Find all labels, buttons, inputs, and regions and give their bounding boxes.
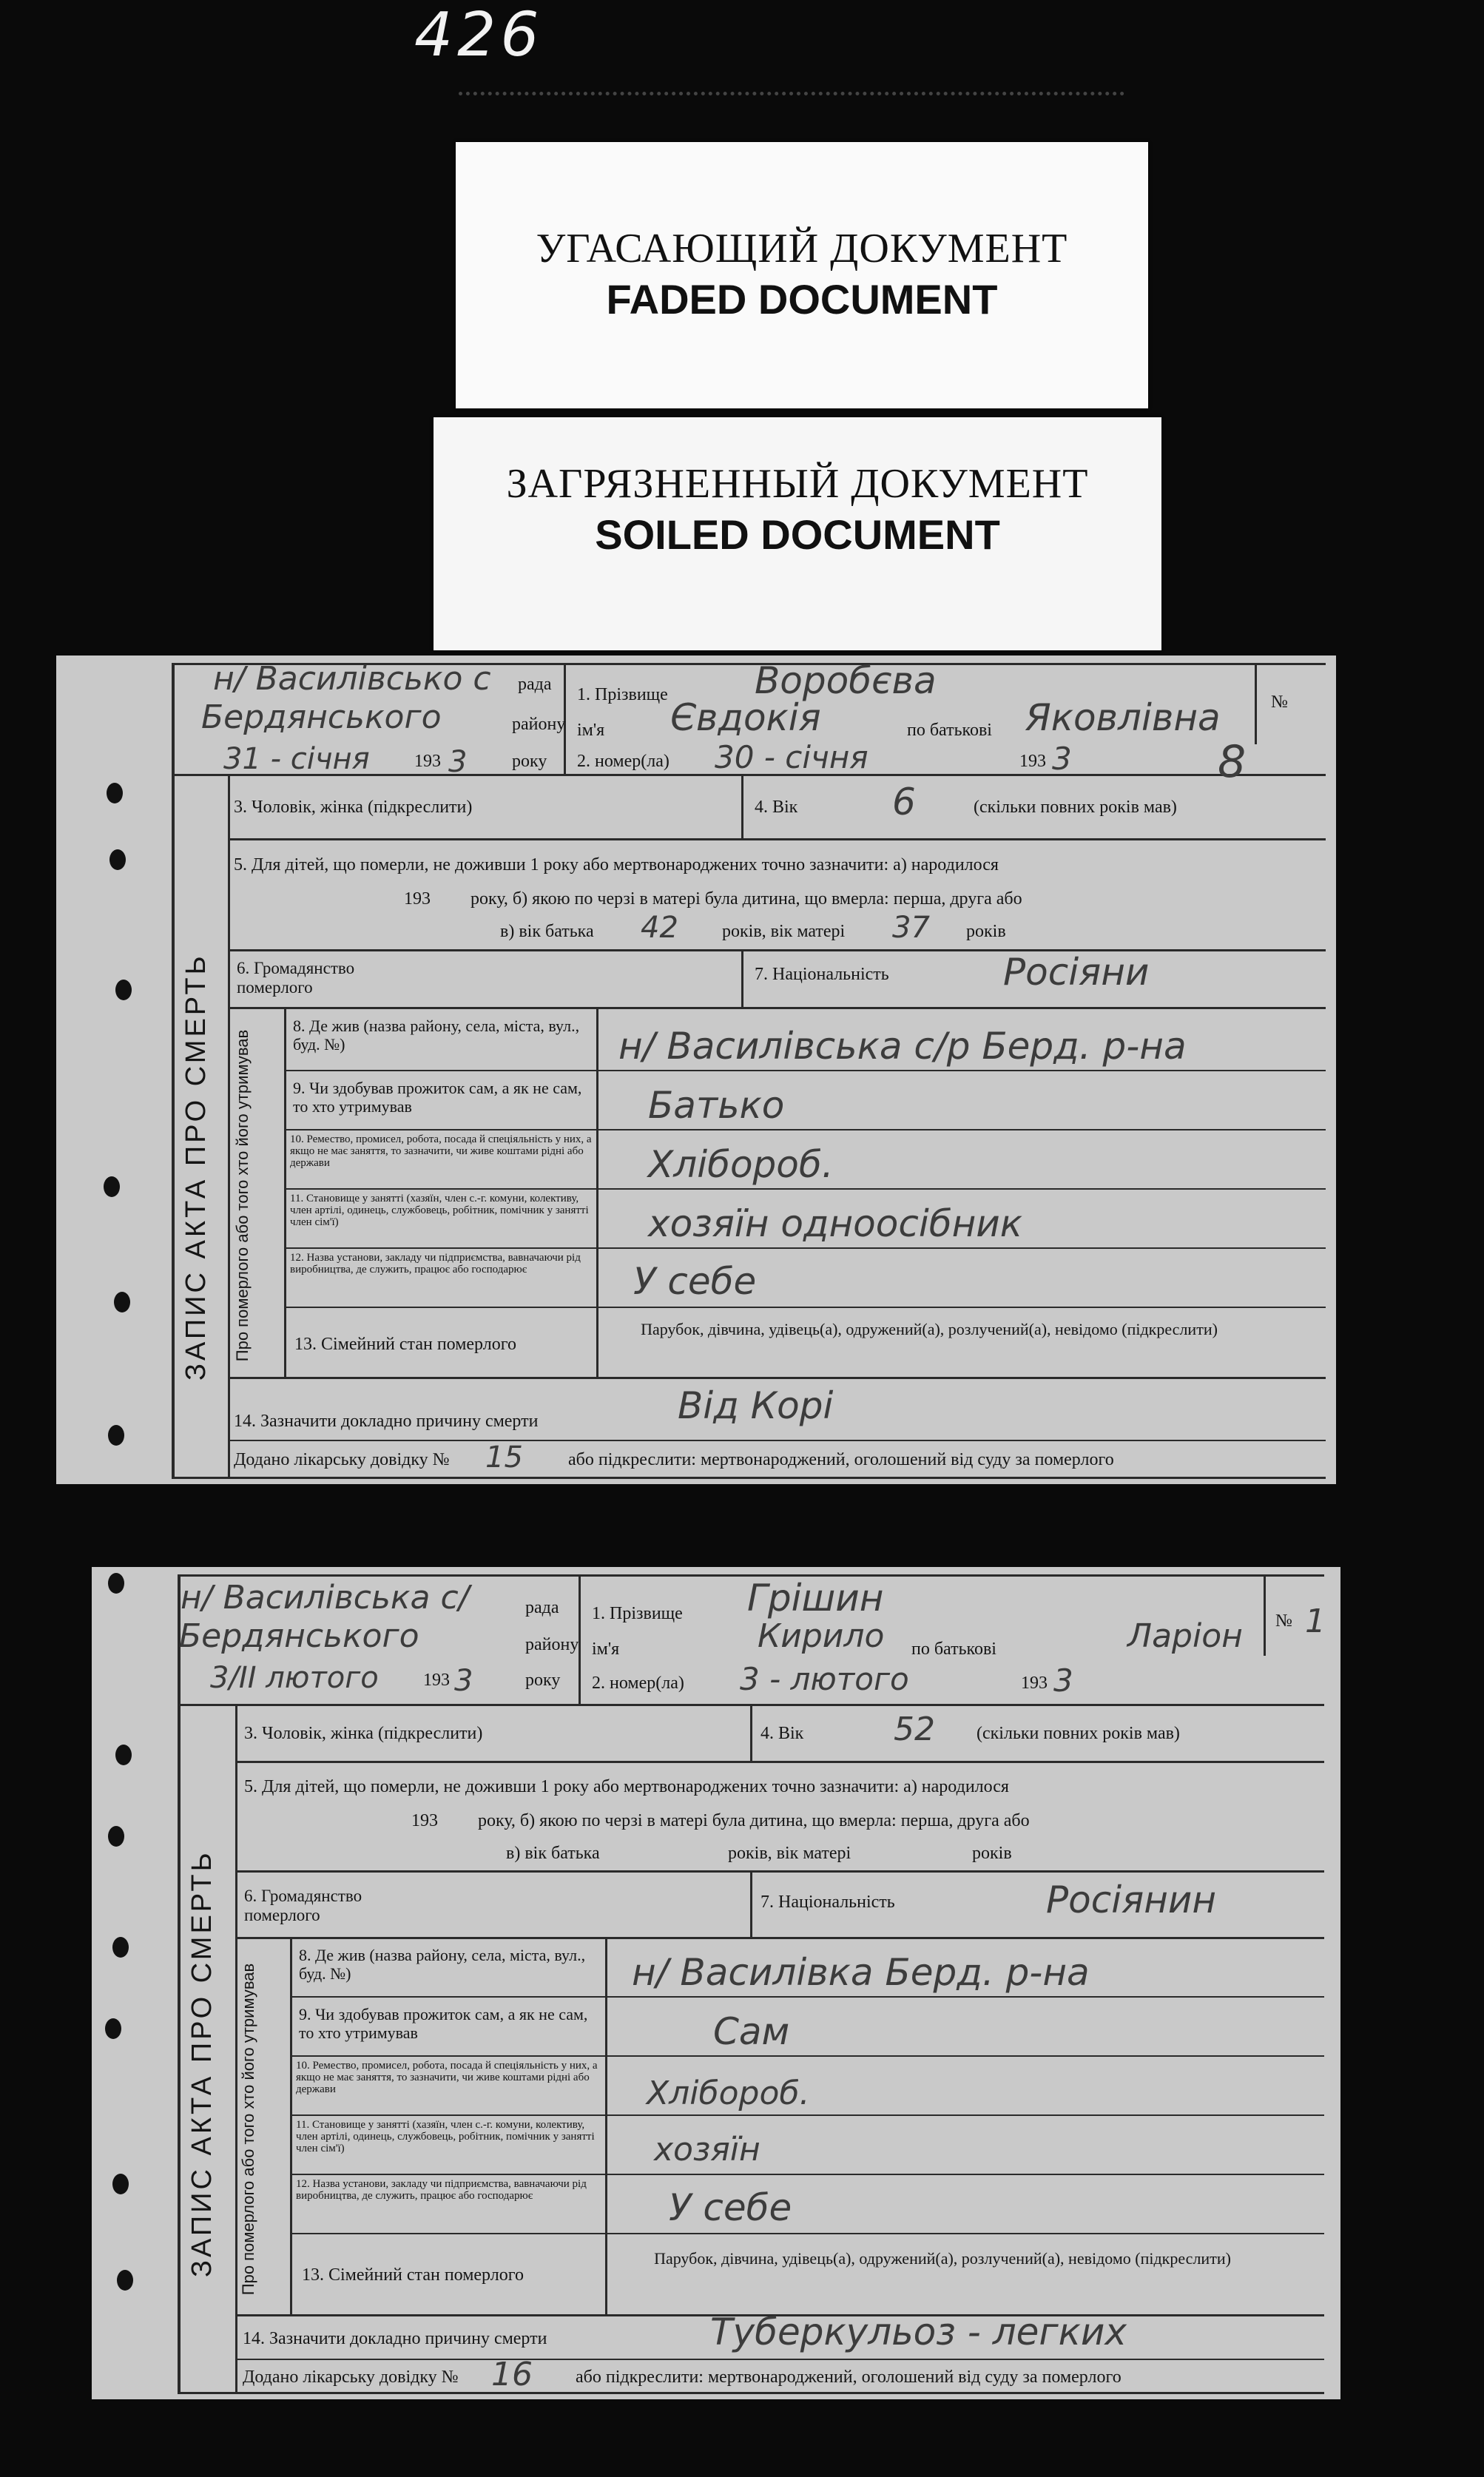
age-value: 52 [894,1711,935,1748]
age-value: 6 [892,781,916,823]
institution-value: У себе [633,1260,757,1303]
registration-date-value: 3/II лютого [210,1661,379,1695]
sex-label: 3. Чоловік, жінка (підкреслити) [244,1724,483,1743]
years-label: років [966,922,1006,941]
support-label: 9. Чи здобував прожиток сам, а як не сам, то хто утримував [293,1079,582,1116]
institution-label: 12. Назва установи, закладу чи підприємства, вавначаючи рід виробництва, де служить, працює або господарює [296,2178,587,2202]
certificate-label: Додано лікарську довідку № [243,2368,459,2387]
citizenship-label: 6. Громадянство померлого [244,1887,362,1924]
marital-options: Парубок, дівчина, удівець(а), одружений(а), розлучений(а), невідомо (підкреслити) [641,1320,1218,1338]
patronymic-value: Яковлівна [1025,696,1221,739]
reg-year-prefix: 193 [414,752,441,771]
faded-document-label [456,142,1148,408]
number-label: 2. номер(ла) [592,1674,684,1693]
age-suffix: (скільки повних років мав) [977,1724,1180,1743]
father-age-value: 42 [641,911,678,945]
cause-value: Від Корі [678,1384,834,1427]
death-year-prefix: 193 [1019,752,1046,771]
punch-hole [114,1292,130,1312]
record-number-label: № [1275,1611,1292,1631]
form-side-title: ЗАПИС АКТА ПРО СМЕРТЬ [186,1850,217,2277]
mother-age-label: років, вік матері [722,922,846,941]
nationality-label: 7. Національність [760,1893,895,1912]
mother-age-label: років, вік матері [728,1844,851,1863]
nationality-label: 7. Національність [755,965,889,984]
occupation-value: Хлібороб. [648,1143,834,1186]
death-year-value: 3 [1053,1662,1073,1699]
rada-label: рада [518,675,552,694]
certificate-label: Додано лікарську довідку № [234,1450,450,1469]
surname-value: Грішин [747,1577,884,1620]
death-year-value: 3 [1052,741,1072,777]
child-info-line1: 5. Для дітей, що померли, не доживши 1 року або мертвонароджених точно зазначити: а) народилося [244,1777,1009,1796]
name-label: ім'я [577,721,605,740]
punch-hole [115,1745,132,1765]
form-side-title: ЗАПИС АКТА ПРО СМЕРТЬ [181,953,212,1381]
father-age-label: в) вік батька [500,922,594,941]
marital-label: 13. Сімейний стан померлого [294,1335,516,1354]
punch-hole [107,783,123,803]
faded-label-ru: УГАСАЮЩИЙ ДОКУМЕНТ [536,226,1068,272]
raion-label: району [512,715,566,734]
rada-label: рада [525,1598,559,1617]
record-number-value: 8 [1218,736,1247,788]
institution-label: 12. Назва установи, закладу чи підприємства, вавначаючи рід виробництва, де служить, працює або господарює [290,1252,581,1275]
position-value: хозяїн одноосібник [648,1202,1022,1245]
support-label: 9. Чи здобував прожиток сам, а як не сам, то хто утримував [299,2005,588,2042]
support-value: Батько [648,1084,785,1127]
death-record-form-2 [92,1567,1340,2399]
surname-label: 1. Прізвище [577,685,668,704]
punch-hole [108,1826,124,1847]
raion-label: району [525,1635,579,1654]
residence-label: 8. Де жив (назва району, села, міста, вул., буд. №) [299,1946,586,1983]
soiled-label-ru: ЗАГРЯЗНЕННЫЙ ДОКУМЕНТ [506,461,1089,507]
cause-label: 14. Зазначити докладно причину смерти [243,2329,547,2348]
soiled-label-en: SOILED DOCUMENT [595,511,1000,558]
record-number-value: 1 [1305,1603,1326,1640]
form-side-subtitle: Про померлого або того хто його утримував [239,1963,257,2296]
residence-value: н/ Василівка Берд. р-на [632,1951,1090,1994]
death-year-prefix: 193 [1021,1674,1048,1693]
district-value: Бердянського [201,698,442,736]
death-date-value: 3 - лютого [740,1661,909,1697]
surname-value: Воробєва [755,659,937,702]
registration-year-value: 3 [454,1664,473,1698]
citizenship-label: 6. Громадянство померлого [237,959,355,997]
number-label: 2. номер(ла) [577,752,670,771]
certificate-number-value: 16 [491,2356,533,2393]
village-value: н/ Василівсько с [213,660,491,698]
punch-hole [117,2270,133,2291]
name-value: Євдокія [670,696,821,739]
faded-label-en: FADED DOCUMENT [606,276,998,323]
dotted-rule [459,92,1124,95]
position-value: хозяїн [654,2131,760,2168]
position-label: 11. Становище у занятті (хазяїн, член с.-г. комуни, колективу, член артілі, одинець, службовець, робітник, помічник у занятті член сім'ї) [290,1193,589,1228]
cause-label: 14. Зазначити докладно причину смерти [234,1412,539,1431]
occupation-label: 10. Ремество, промисел, робота, посада й спеціяльність у них, а якщо не має заняття, то зазначити, чи живе коштами рідні або держави [296,2060,598,2095]
punch-hole [108,1425,124,1446]
roku-label: року [512,752,547,771]
residence-value: н/ Василівська с/р Берд. р-на [618,1025,1187,1068]
patronymic-value: Ларіон [1127,1617,1243,1655]
child-info-line2: року, б) якою по черзі в матері була дитина, що вмерла: перша, друга або [478,1811,1030,1830]
death-date-value: 30 - січня [715,739,869,775]
district-value: Бердянського [179,1617,419,1655]
nationality-value: Росіянин [1046,1878,1217,1921]
nationality-value: Росіяни [1003,951,1150,994]
support-value: Сам [713,2010,790,2053]
position-label: 11. Становище у занятті (хазяїн, член с.-г. комуни, колективу, член артілі, одинець, службовець, робітник, помічник у занятті член сім'ї) [296,2119,595,2154]
punch-hole [109,849,126,870]
age-suffix: (скільки повних років мав) [974,798,1177,817]
child-year-prefix: 193 [411,1811,438,1830]
punch-hole [112,1937,129,1958]
form-side-subtitle: Про померлого або того хто його утримував [233,1029,252,1362]
patronymic-label: по батькові [907,721,992,740]
occupation-label: 10. Ремество, промисел, робота, посада й спеціяльність у них, а якщо не має заняття, то зазначити, чи живе коштами рідні або держави [290,1133,592,1169]
age-label: 4. Вік [755,798,798,817]
certificate-suffix: або підкреслити: мертвонароджений, оголошений від суду за померлого [568,1450,1114,1469]
name-label: ім'я [592,1639,620,1659]
archive-page-number: 426 [414,0,544,70]
surname-label: 1. Прізвище [592,1604,683,1623]
registration-date-value: 31 - січня [223,742,370,776]
punch-hole [112,2174,129,2194]
roku-label: року [525,1671,561,1690]
marital-label: 13. Сімейний стан померлого [302,2265,524,2285]
institution-value: У себе [669,2186,792,2229]
residence-label: 8. Де жив (назва району, села, міста, вул., буд. №) [293,1017,580,1054]
reg-year-prefix: 193 [423,1671,450,1690]
soiled-document-label [434,417,1161,650]
punch-hole [115,980,132,1000]
record-number-label: № [1271,692,1288,712]
punch-hole [105,2018,121,2039]
child-info-line2: року, б) якою по черзі в матері була дитина, що вмерла: перша, друга або [471,889,1022,909]
years-label: років [972,1844,1012,1863]
child-info-line1: 5. Для дітей, що померли, не доживши 1 року або мертвонароджених точно зазначити: а) народилося [234,855,999,874]
certificate-number-value: 15 [485,1440,523,1475]
name-value: Кирило [758,1617,885,1655]
cause-value: Туберкульоз - легких [710,2311,1127,2353]
punch-hole [104,1176,120,1197]
registration-year-value: 3 [448,745,468,779]
mother-age-value: 37 [892,911,930,945]
punch-hole [108,1573,124,1594]
death-record-form-1 [56,656,1336,1484]
sex-label: 3. Чоловік, жінка (підкреслити) [234,798,473,817]
occupation-value: Хлібороб. [647,2075,810,2112]
age-label: 4. Вік [760,1724,804,1743]
village-value: н/ Василівська с/ [181,1579,470,1617]
marital-options: Парубок, дівчина, удівець(а), одружений(а), розлучений(а), невідомо (підкреслити) [654,2249,1231,2268]
patronymic-label: по батькові [911,1639,996,1659]
father-age-label: в) вік батька [506,1844,600,1863]
certificate-suffix: або підкреслити: мертвонароджений, оголошений від суду за померлого [576,2368,1122,2387]
child-year-prefix: 193 [404,889,431,909]
